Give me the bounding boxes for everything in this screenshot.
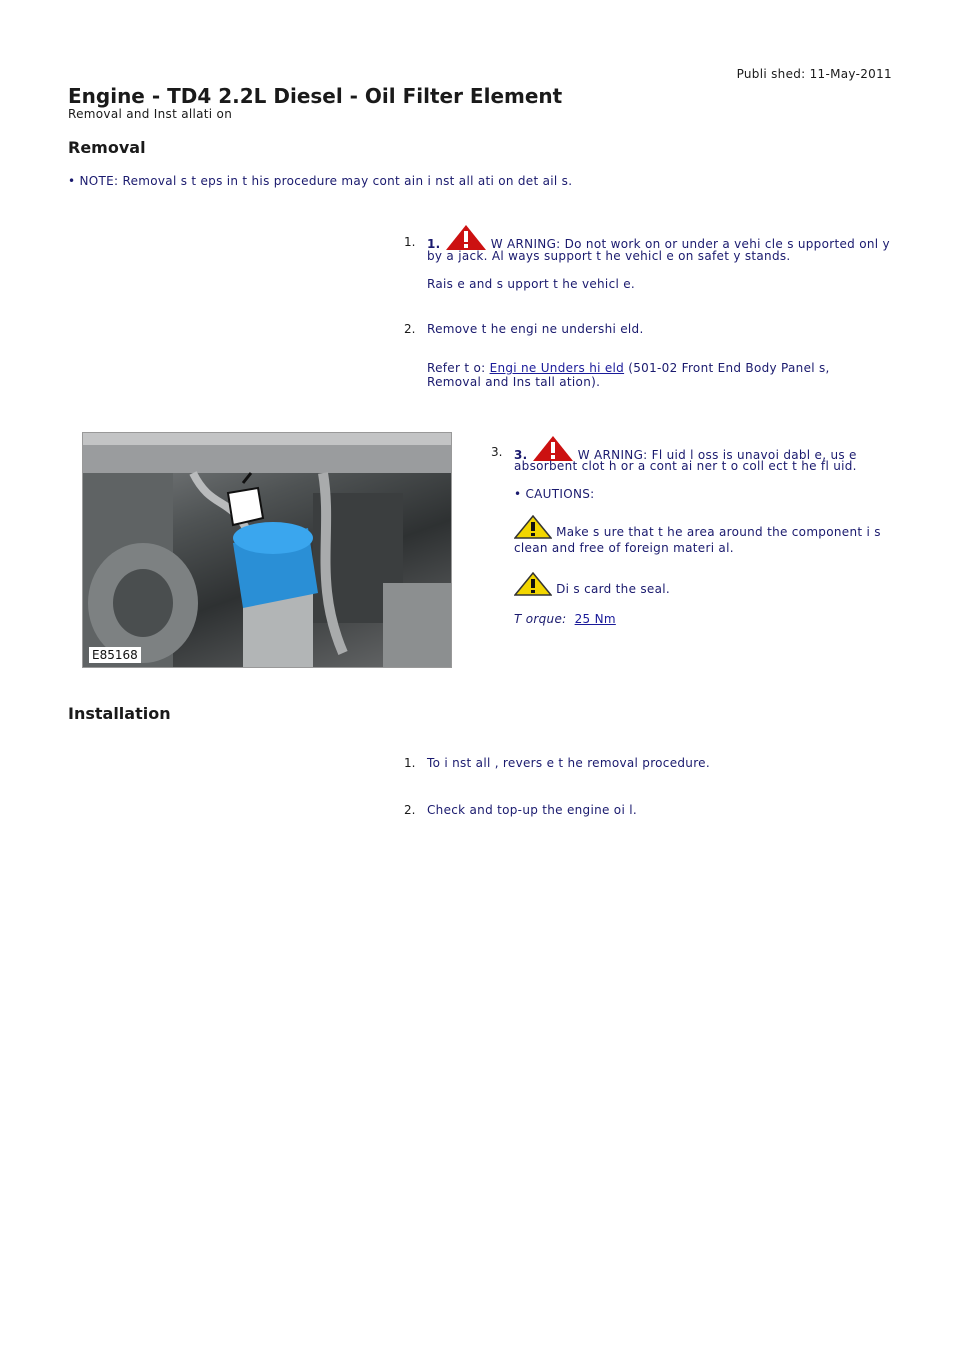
step3-bold-number: 3. [514,448,528,462]
step3-warning-line1: W ARNING: Fl uid l oss is unavoi dabl e, us e [573,448,857,462]
step1-bold-number: 1. [427,237,441,251]
published-date: Publi shed: 11-May-2011 [736,67,892,81]
caution1-line2: clean and free of foreign materi al. [514,541,734,555]
warning-icon [532,435,574,462]
torque-value-link[interactable]: 25 Nm [574,612,616,626]
cautions-label: • CAUTIONS: [514,487,595,501]
install-step1-number: 1. [404,756,416,770]
step2-refer-suffix: (501-02 Front End Body Panel s, [624,361,830,375]
step1-warning-line1: W ARNING: Do not work on or under a vehi cle s upported onl y [486,237,890,251]
torque-label: T orque: [514,612,567,626]
warning-icon [445,224,487,251]
removal-heading: Removal [68,138,146,157]
step1-warning-line2: by a jack. Al ways support t he vehicl e on safet y stands. [427,249,791,263]
caution1 [514,515,904,539]
caution2-text: Di s card the seal. [552,582,671,596]
step1-number: 1. [404,235,416,249]
step2-number: 2. [404,322,416,336]
page-subtitle: Removal and Inst allati on [68,107,233,121]
step2-refer-line2: Removal and Ins tall ation). [427,375,601,389]
step2-refer [427,361,830,375]
caution-icon [514,572,552,596]
step3-number: 3. [491,445,503,459]
install-step2-number: 2. [404,803,416,817]
installation-heading: Installation [68,704,171,723]
engine-undershield-link[interactable]: Engi ne Unders hi eld [489,361,625,375]
install-step1-text: To i nst all , revers e t he removal procedure. [427,756,710,770]
engine-illustration [83,433,451,667]
step2-refer-prefix: Refer t o: [427,361,490,375]
torque-spec [514,612,616,626]
step1-warning [427,224,897,251]
caution2 [514,572,670,596]
oil-filter-photo [82,432,452,668]
step2-text: Remove t he engi ne undershi eld. [427,322,644,336]
step1-text: Rais e and s upport t he vehicl e. [427,277,636,291]
step3-warning [514,435,904,462]
step3-warning-line2: absorbent clot h or a cont ai ner t o coll ect t he fl uid. [514,459,857,473]
page-title: Engine - TD4 2.2L Diesel - Oil Filter Element [68,84,563,108]
removal-note: • NOTE: Removal s t eps in t his procedure may cont ain i nst all ati on det ail s. [68,174,573,188]
install-step2-text: Check and top-up the engine oi l. [427,803,637,817]
caution1-line1: Make s ure that t he area around the component i s [552,525,881,539]
image-reference-label: E85168 [89,647,141,663]
caution-icon [514,515,552,539]
